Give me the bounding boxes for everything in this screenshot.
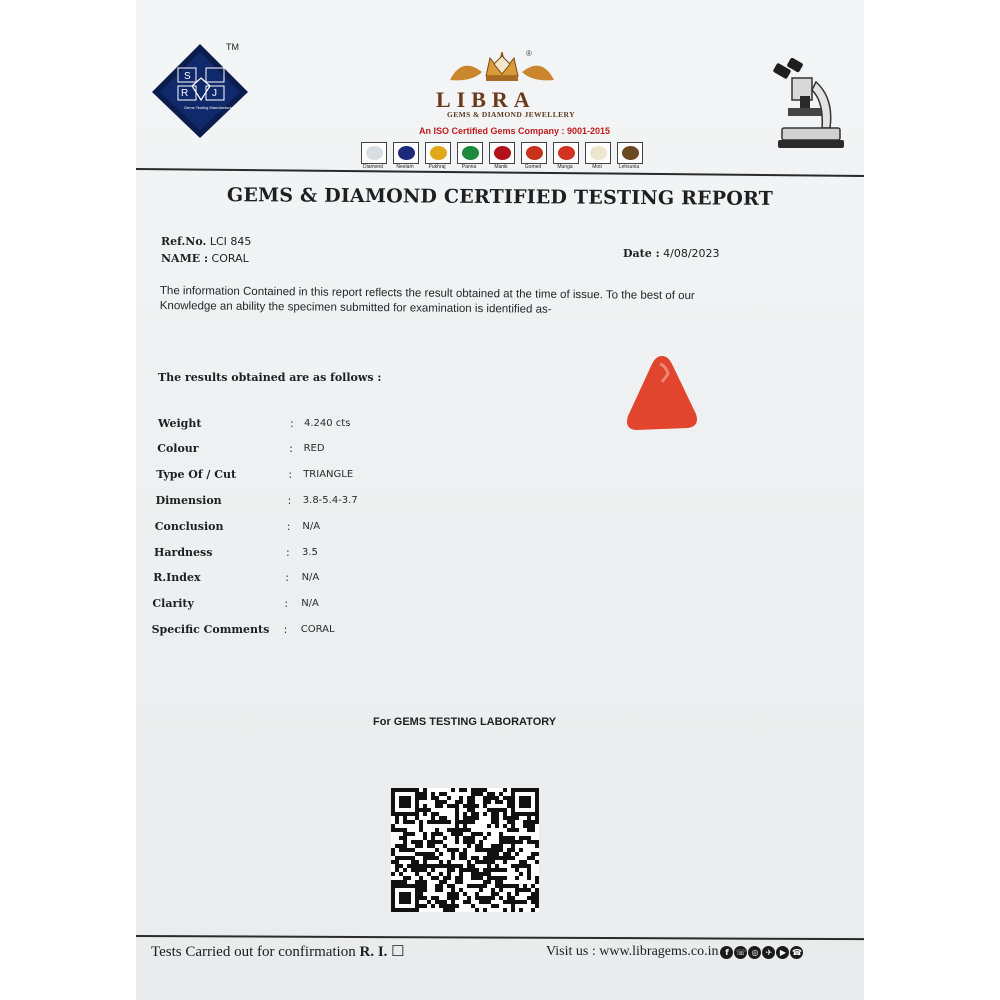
gem-name: Moti: [592, 164, 602, 170]
logo-caption: Gems Testing Manufacturer: [184, 105, 234, 110]
brand-name: LIBRA: [436, 87, 536, 112]
ref-line: [161, 235, 251, 248]
gem-diamond: [358, 140, 388, 172]
result-separator: :: [288, 468, 293, 482]
result-value: N/A: [301, 598, 319, 610]
gem-name: Munga: [557, 164, 573, 170]
footer-rule: [136, 935, 864, 940]
gem-manik-icon: [489, 142, 515, 164]
result-label: Clarity: [152, 597, 194, 611]
checkbox-icon: ☐: [391, 944, 405, 960]
libra-crown-emblem: [442, 46, 562, 90]
intro-line-2: Knowledge an ability the specimen submitted for examination is identified as-: [159, 299, 552, 316]
result-value: 4.240 cts: [304, 417, 351, 429]
microscope-icon: [772, 58, 848, 154]
result-row: [158, 415, 350, 431]
youtube-icon[interactable]: ▶: [776, 946, 789, 959]
result-separator: :: [285, 571, 289, 585]
result-label: Colour: [157, 442, 199, 456]
gem-manik: [486, 140, 516, 172]
gem-name: Gomed: [524, 164, 542, 170]
result-label: Specific Comments: [151, 622, 270, 636]
certificate-page: [136, 0, 864, 1000]
whatsapp-icon[interactable]: ☏: [735, 947, 746, 957]
logo-letter-j: J: [212, 88, 217, 99]
lab-signature: For GEMS TESTING LABORATORY: [373, 716, 557, 728]
gem-name: Manik: [494, 164, 508, 170]
gem-pukhraj-icon: [425, 142, 451, 164]
qr-code: [391, 788, 539, 912]
result-label: Weight: [158, 416, 202, 430]
ref-value: LCI 845: [209, 235, 252, 248]
gem-name: Neelam: [396, 164, 414, 170]
result-label: Conclusion: [154, 519, 224, 533]
name-label: NAME :: [161, 252, 209, 265]
ref-label: Ref.No.: [161, 235, 207, 248]
name-value: CORAL: [211, 252, 249, 265]
result-value: 3.5: [302, 546, 318, 558]
gem-gomed-icon: [521, 142, 547, 164]
gem-lehsunia: [614, 140, 644, 172]
result-row: [154, 544, 318, 560]
report-title: GEMS & DIAMOND CERTIFIED TESTING REPORT: [226, 184, 774, 210]
phone-icon[interactable]: ☎: [791, 947, 802, 957]
date-value: 4/08/2023: [663, 247, 720, 260]
result-separator: :: [290, 416, 294, 430]
gem-panna: [454, 140, 484, 172]
gem-name: Panna: [461, 164, 477, 170]
facebook-icon[interactable]: f: [720, 946, 733, 959]
result-value: 3.8-5.4-3.7: [302, 494, 358, 506]
result-separator: :: [286, 545, 290, 559]
result-row: [152, 596, 319, 612]
result-row: [156, 492, 358, 508]
gem-munga-icon: [553, 142, 579, 164]
result-value: TRIANGLE: [303, 469, 354, 481]
gem-neelam-icon: [393, 142, 419, 164]
gem-neelam: [390, 140, 420, 172]
gem-moti-icon: [585, 142, 611, 164]
result-separator: :: [289, 442, 293, 456]
gem-panna-icon: [457, 142, 483, 164]
result-label: Type Of / Cut: [156, 468, 237, 482]
certifier-logo: [148, 38, 268, 140]
result-value: N/A: [302, 520, 321, 532]
gem-strip: [358, 140, 644, 172]
website-link[interactable]: Visit us : www.libragems.co.in: [546, 944, 719, 959]
social-icons: [720, 946, 803, 959]
result-label: R.Index: [153, 571, 201, 585]
gem-diamond-icon: [361, 142, 387, 164]
tests-text: Tests Carried out for confirmation: [151, 944, 356, 960]
name-line: [161, 252, 249, 265]
gem-moti: [582, 140, 612, 172]
result-row: [156, 467, 353, 483]
result-value: RED: [303, 443, 325, 455]
footer-tests: [151, 942, 405, 961]
gem-munga: [550, 140, 580, 172]
result-row: [157, 441, 324, 457]
date-line: [623, 247, 720, 260]
result-label: Dimension: [155, 493, 222, 507]
intro-paragraph: [160, 284, 750, 320]
logo-letter-s: S: [184, 71, 191, 82]
brand-subtitle: GEMS & DIAMOND JEWELLERY: [447, 110, 575, 119]
twitter-icon[interactable]: ✈: [762, 946, 775, 959]
instagram-icon[interactable]: ◎: [748, 946, 761, 959]
tests-method: R. I.: [359, 944, 388, 960]
result-label: Hardness: [154, 545, 213, 559]
gem-name: Diamond: [362, 164, 383, 170]
gem-lehsunia-icon: [617, 142, 643, 164]
gem-name: Pukhraj: [428, 164, 446, 170]
result-row: [152, 621, 335, 637]
result-value: N/A: [301, 572, 320, 584]
date-label: Date :: [623, 247, 660, 260]
result-row: [155, 518, 320, 534]
gem-pukhraj: [422, 140, 452, 172]
iso-text: An ISO Certified Gems Company : 9001-2015: [419, 126, 611, 136]
result-separator: :: [287, 493, 292, 507]
result-separator: :: [284, 597, 289, 611]
result-row: [153, 570, 319, 586]
intro-line-1: The information Contained in this report reflects the result obtained at the time of issue. To the best of our: [159, 284, 695, 303]
result-separator: :: [283, 622, 288, 636]
gem-name: Lehsunia: [618, 164, 640, 170]
coral-specimen-image: [622, 352, 702, 434]
results-heading: The results obtained are as follows :: [158, 371, 382, 384]
result-separator: :: [286, 519, 291, 533]
result-value: CORAL: [300, 623, 335, 635]
trademark-mark: TM: [226, 42, 239, 52]
gem-gomed: [518, 140, 548, 172]
logo-letter-r: R: [181, 88, 189, 99]
registered-mark: ®: [526, 49, 532, 58]
footer-visit: [546, 944, 803, 960]
